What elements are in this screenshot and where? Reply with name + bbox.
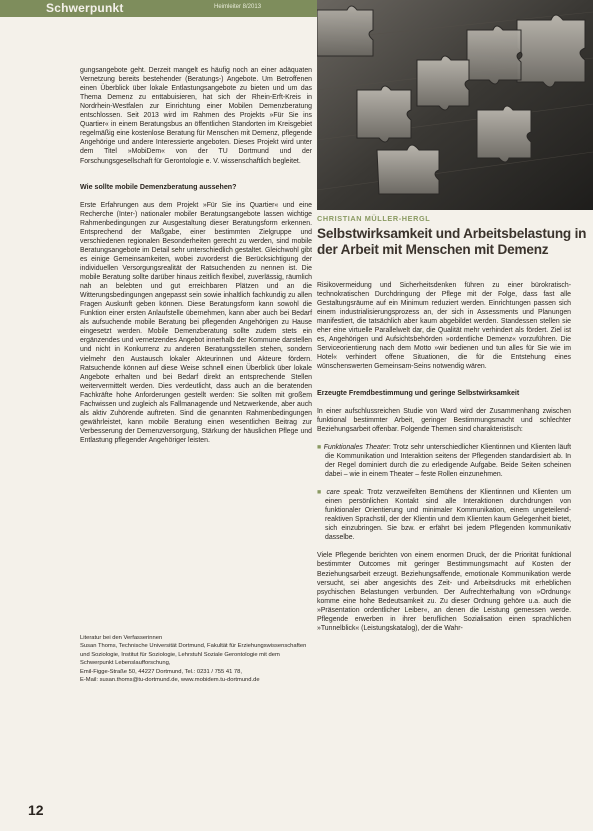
left-paragraph-2: Erste Erfahrungen aus dem Projekt »Für Sie ins Quartier« und eine Recherche (Inter-) nationaler mobiler Beratungsangebote lassen wichtige Rahmenbedingungen zur Ausgestaltung dieser Beratungsform erkennen. Entsprechend der Maßgabe, einer bestimmten Zielgruppe und verschiedenen regionalen Besonderheiten gerecht zu werden, sind mobile Beratungsangebote im Detail sehr unterschiedlich gestaltet. Gleichwohl gibt es einige Gemeinsamkeiten, wobei zuvorderst die Berücksichtigung der individuellen Versorgungsrealität der Ratsuchenden zu nennen ist. Die mobile Beratung sollte darüber hinaus zeitlich flexibel, zuverlässig, räumlich nah an belebten und gut erreichbaren Plätzen und an die Witterungsbedingungen angepasst sein sowie inhaltlich fachkundig zu allen Fragen Auskunft geben können. Diese Beratungsform kann sowohl die Funktion einer ersten Anlaufstelle übernehmen, kann aber auch bei Bedarf als aufsuchende mobile Beratung bei pflegenden Angehörigen zu Hause eingesetzt werden. Mobile Demenzberatung sollte zudem stets ein ergänzendes und vernetzendes Angebot innerhalb der Kommune darstellen und nicht in Konkurrenz zu anderen Beratungsstellen stehen, sondern vielmehr den Austausch lokaler Akteurinnen und Akteure fördern. Ratsuchende können auf diese Weise schnell einen Überblick über lokale Angebote erhalten und bei Bedarf direkt an entsprechende Stellen weitervermittelt werden. Dies verdeutlicht, dass auch an die beratenden Fachkräfte hohe Anforderungen gestellt werden: Sie sollten mit großem Fachwissen und zugleich als Fallmanagende und Netzwerkende, aber auch als aktiv Zuhörende auftreten. Sind die genannten Rahmenbedingungen gewährleistet, kann mobile Beratung einen wesentlichen Beitrag zur Verbesserung der Demenzversorgung, Stärkung der häuslichen Pflege und Entlastung pflegender Angehöriger leisten. — [80, 201, 312, 444]
right-column — [317, 272, 571, 642]
bullet-marker-icon: ■ — [317, 443, 324, 451]
puzzle-illustration — [317, 0, 593, 210]
left-column — [80, 57, 312, 454]
author-name: CHRISTIAN MÜLLER-HERGL — [317, 214, 431, 223]
section-band — [0, 0, 318, 17]
right-paragraph-2: In einer aufschlussreichen Studie von Ward wird der Zusammenhang zwischen funktional bestimmter Arbeit, geringer Bestimmungsmacht und schlechter Beziehungsarbeit offenbar. Folgende Themen sind charakteristisch: — [317, 407, 571, 433]
right-paragraph-3: Viele Pflegende berichten von einem enormen Druck, der die Priorität funktional bestimmter Outcomes mit geringer Bestimmungsmacht auf Kosten der Beziehungsarbeit erzeugt. Beziehungsaffende, emotionale Kommunikation werde versucht, sei aber angesichts des Zeit- und Arbeitsdrucks mit erheblichen psychischen Belastungen verbunden. Der Aufrechterhaltung von »Ordnung« komme eine hohe Bedeutsamkeit zu. Zu dieser Ordnung gehöre u.a. auch die »Präsentation ordentlicher Leiber«, an denen die Leistung gemessen werde. Pflegende erwerben in ihrer beruflichen Sozialisation einen sprachlichen »Tunnelblick« (Leistungskatalog), der die Wahr- — [317, 552, 571, 632]
bullet-2-label: care speak — [326, 489, 362, 497]
bullet-item-2 — [317, 488, 571, 542]
right-heading-2: Erzeugte Fremdbestimmung und geringe Selbstwirksamkeit — [317, 388, 520, 397]
bullet-marker-icon: ■ — [317, 489, 327, 497]
bullet-item-1 — [317, 443, 571, 479]
left-paragraph-1: gungsangebote geht. Derzeit mangelt es häufig noch an einer adäquaten Vernetzung bereits bestehender (Beratungs-) Angebote. Um Betroffenen einen Überblick über lokale Entlastungsangebote zu bieten und um das Thema Demenz zu enttabuisieren, hat sich der Rhein-Erft-Kreis in Nordrhein-Westfalen zur Einrichtung einer Mobilen Demenzberatung entschlossen. Seit 2013 wird im Rahmen des Projekts »Für Sie ins Quartier« in einem Beratungsbus an öffentlichen Standorten im Kreisgebiet regelmäßig eine kostenlose Beratung für Menschen mit Demenz, pflegende Angehörige und andere Interessierte angeboten. Dieses Projekt wird unter dem Titel »MobiDem« von der TU Dortmund und der Forschungsgesellschaft für Gerontologie e. V. wissenschaftlich begleitet. — [80, 67, 312, 165]
bullet-1-label: Funktionales Theater — [323, 443, 389, 451]
puzzle-photo — [317, 0, 593, 210]
section-label: Schwerpunkt — [46, 1, 124, 15]
left-heading-2: Wie sollte mobile Demenzberatung aussehen? — [80, 182, 237, 191]
page-number: 12 — [28, 802, 44, 818]
bullet-2-text: : Trotz verzweifelten Bemühens der Klientinnen und Klienten um einen persönlichen Kontakt sind alle Interaktionen durchdrungen von funktionaler Orientierung und minimaler Kommunikation, einem ungeteilend-reaktiven Sprachstil, der der Klientin und dem Klienten kaum Gelegenheit bietet, sich einzubringen. Sie bzw. er erfährt bei jedem Pflegenden kommunikativ dasselbe. — [325, 489, 571, 542]
article-title: Selbstwirksamkeit und Arbeitsbelastung in der Arbeit mit Menschen mit Demenz — [317, 226, 587, 257]
right-paragraph-1: Risikovermeidung und Sicherheitsdenken führen zu einer bürokratisch-technokratischen Durchdringung der Pflege mit der Folge, dass fast alle Gestaltungsräume auf ein Minimum reduziert werden. Einrichtungen passen sich einem industrialisierungsprozess an, der sich in Assessments und Planungen manifestiert, die tatsächlich aber kaum abgebildet werden. Standessen stellen sie eher eine virtuelle Parallelwelt dar, die Qualität mehr verhindert als fördert. Ziel ist es, Angehörigen und Aufsichtsbehörden »ordentliche Demenz« vorzuführen. Die Serviceorientierung nach dem Motto »wir bedienen und tun alles für Sie wie im Hotel« verhindert offene Situationen, die für die Entstehung eines wünschenswerten Gemeinsam-Seins notwendig wären. — [317, 282, 571, 371]
issue-label: Heimleiter 8/2013 — [214, 4, 262, 10]
bullet-1-text: : Trotz sehr unterschiedlicher Klientinnen und Klienten läuft die Kommunikation und Interaktion seitens der Pflegenden standardisiert ab. In der Regel dominiert durch die zu erledigende Aufgabe. Beide Seiten scheinen dabei – wie in einem Theater – feste Rollen einzunehmen. — [325, 443, 572, 478]
literature-note: Literatur bei den Verfasserinnen Susan Thoms, Technische Universität Dortmund, Fakultät für Erziehungswissenschaften und Soziologie, Institut für Soziologie, Lehrstuhl Soziale Gerontologie mit dem Schwerpunkt Lebenslaufforschung, Emil-Figge-Straße 50, 44227 Dortmund, Tel.: 0231 / 755 41 78, E-Mail: susan.thoms@tu-dortmund.de, www.mobidem.tu-dortmund.de — [80, 635, 307, 684]
